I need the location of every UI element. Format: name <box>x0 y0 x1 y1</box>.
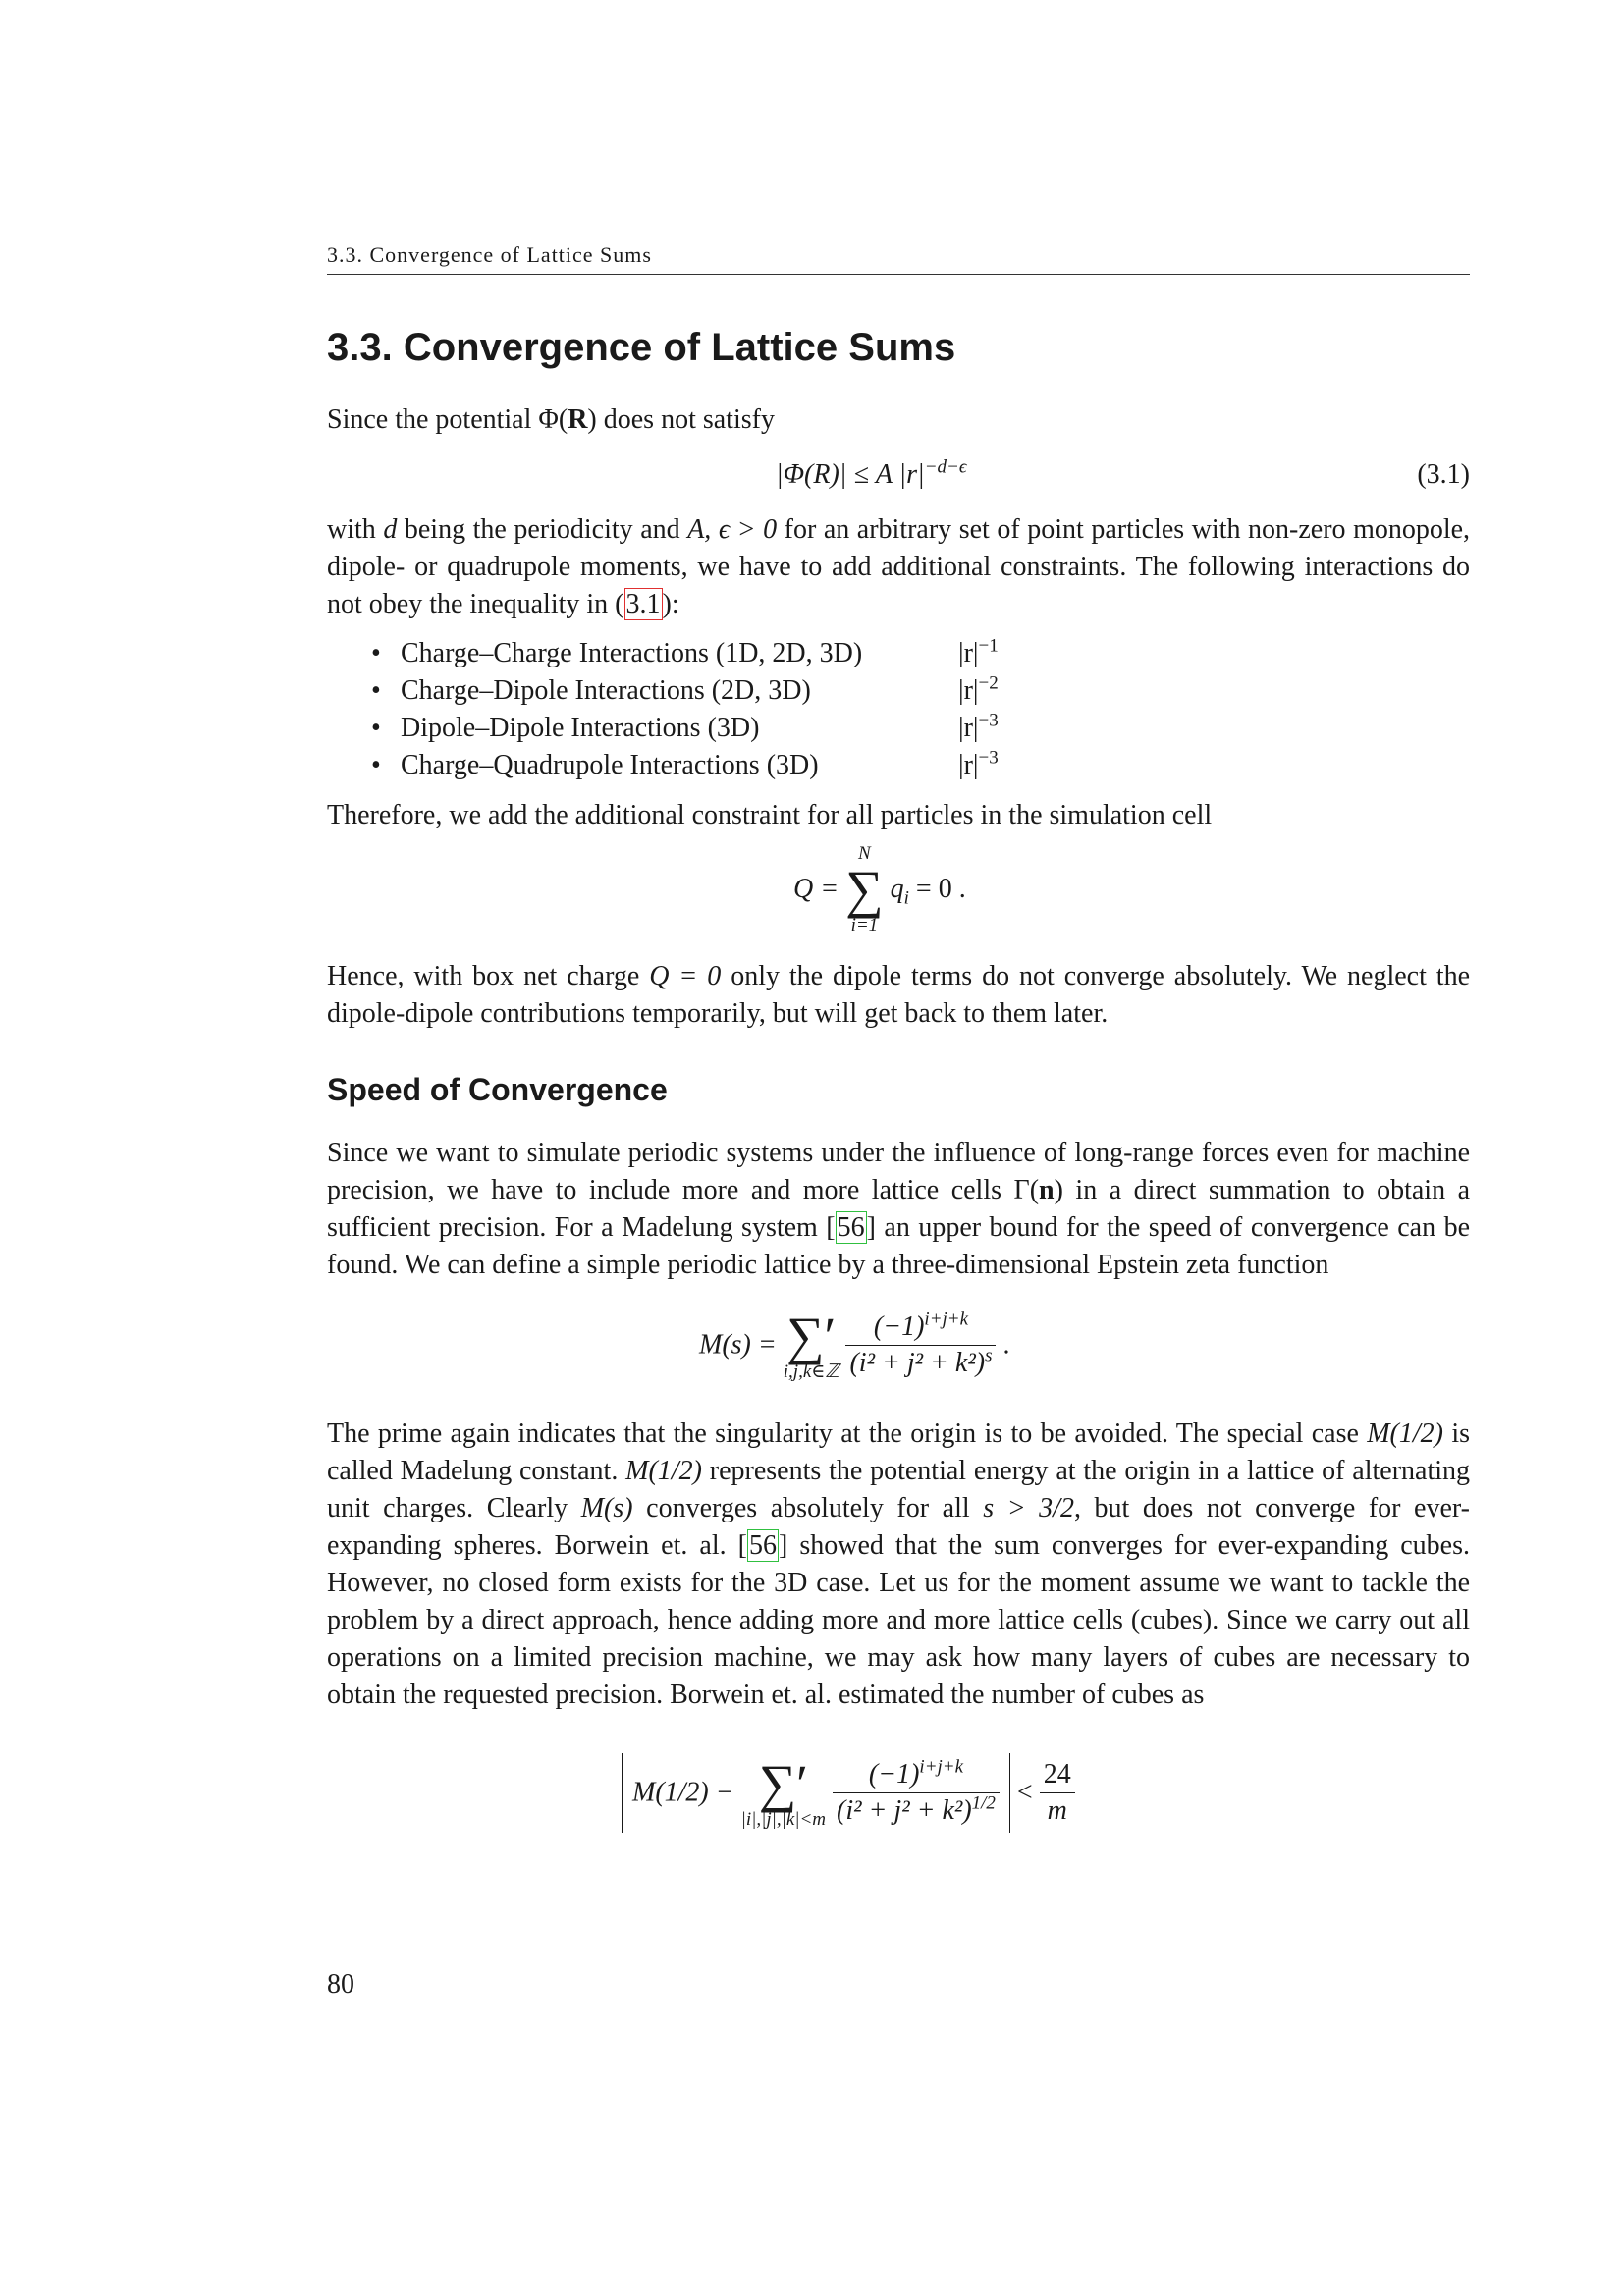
bullet-icon: • <box>371 713 381 743</box>
bullet-icon: • <box>371 638 381 668</box>
equation-reference-link[interactable]: 3.1 <box>625 589 661 619</box>
equation-epstein-zeta: M(s) = ∑′ i,j,k∈ℤ $\frac{(-1)^{i+j+k}}{(i^2 + j^2 + k^2)^s}$ . <box>699 1307 1010 1382</box>
equation-number: (3.1) <box>1417 459 1470 490</box>
section-title: 3.3. Convergence of Lattice Sums <box>327 326 956 369</box>
bullet-icon: • <box>371 750 381 780</box>
paragraph-intro: Since the potential Φ(R) does not satisfy <box>327 404 775 435</box>
paper-page: 3.3. Convergence of Lattice Sums 3.3. Convergence of Lattice Sums Since the potential Φ(R) does not satisfy |Φ(R)| ≤ A $|r|^{-d-\epsilon}$ (3.1) with d being the periodicity and A, ϵ > 0 for an arbitrary set of point particles with non-zero monopole, dipole- or quadrupole moments, we have to add additional constraints. The following interactions do not obey the inequality in (3.1): • Charge–Charge Interactions (1D, 2D, 3D) $|r|^{-1}$ • Charge–Dipole Interactions (2D, 3D) $|r|^{-2}$ • Dipole–Dipole Interactions (3D) $|r|^{-3}$ • Charge–Quadrupole Interactions (3D) $|r|^{-3}$ Therefore, we add the additional constraint for all particles in the simulation cell Q = N ∑ i=1 $q_i = 0$ . Hence, with box net charge Q = 0 only the dipole terms do not converge absolutely. We neglect the dipole-dipole contributions temporarily, but will get back to them later. Speed of Convergence Since we want to simulate periodic systems under the influence of long-range forces even for machine precision, we have to include more and more lattice cells Γ(n) in a direct summation to obtain a sufficient precision. For a Madelung system [56] an upper bound for the speed of convergence can be found. We can define a simple periodic lattice by a three-dimensional Epstein zeta function M(s) = ∑′ i,j,k∈ℤ $\frac{(-1)^{i+j+k}}{(i^2 + j^2 + k^2)^s}$ . The prime again indicates that the singularity at the origin is to be avoided. The special case M(1/2) is called Madelung constant. M(1/2) represents the potential energy at the origin in a lattice of alternating unit charges. Clearly M(s) converges absolutely for all s > 3/2, but does not converge for ever-expanding spheres. Borwein et. al. [56] showed that the sum converges for ever-expanding cubes. However, no closed form exists for the 3D case. Let us for the moment assume we want to tackle the problem by a direct approach, hence adding more and more lattice cells (cubes). Since we carry out all operations on a limited precision machine, we may ask how many layers of cubes are necessary to obtain the requested precision. Borwein et. al. estimated the number of cubes as M(1/2) − ∑′ |i|,|j|,|k|<m $\frac{(-1)^{i+j+k}}{(i^2 + j^2 + k^2)^{1/2}}$ < $\frac{24}{m}$ 80 <box>327 242 1471 2000</box>
page-number: 80 <box>327 1969 354 2000</box>
bullet-icon: • <box>371 675 381 706</box>
equation-total-charge: Q = N ∑ i=1 $q_i = 0$ . <box>793 843 966 935</box>
paragraph-net-charge: Hence, with box net charge Q = 0 only the dipole terms do not converge absolutely. We neglect the dipole-dipole contributions temporarily, but will get back to them later. <box>327 961 1470 1029</box>
equation-cube-bound: M(1/2) − ∑′ |i|,|j|,|k|<m $\frac{(-1)^{i+j+k}}{(i^2 + j^2 + k^2)^{1/2}}$ < $\frac{24}{m}$ <box>622 1753 1075 1833</box>
running-head: 3.3. Convergence of Lattice Sums <box>327 242 1470 275</box>
paragraph-constraint: Therefore, we add the additional constraint for all particles in the simulation cell <box>327 800 1213 830</box>
citation-link[interactable]: 56 <box>837 1212 865 1243</box>
subsection-title: Speed of Convergence <box>327 1072 668 1107</box>
paragraph-periodicity: with d being the periodicity and A, ϵ > 0 for an arbitrary set of point particles with non-zero monopole, dipole- or quadrupole moments, we have to add additional constraints. The following interactions do not obey the inequality in (3.1): <box>327 514 1471 619</box>
citation-link[interactable]: 56 <box>748 1530 777 1561</box>
paragraph-speed: Since we want to simulate periodic systems under the influence of long-range forces even for machine precision, we have to include more and more lattice cells Γ(n) in a direct summation to obtain a sufficient precision. For a Madelung system [56] an upper bound for the speed of convergence can be found. We can define a simple periodic lattice by a three-dimensional Epstein zeta function <box>327 1138 1471 1280</box>
paragraph-madelung: The prime again indicates that the singularity at the origin is to be avoided. The special case M(1/2) is called Madelung constant. M(1/2) represents the potential energy at the origin in a lattice of alternating unit charges. Clearly M(s) converges absolutely for all s > 3/2, but does not converge for ever-expanding spheres. Borwein et. al. [56] showed that the sum converges for ever-expanding cubes. However, no closed form exists for the 3D case. Let us for the moment assume we want to tackle the problem by a direct approach, hence adding more and more lattice cells (cubes). Since we carry out all operations on a limited precision machine, we may ask how many layers of cubes are necessary to obtain the requested precision. Borwein et. al. estimated the number of cubes as <box>327 1418 1471 1710</box>
